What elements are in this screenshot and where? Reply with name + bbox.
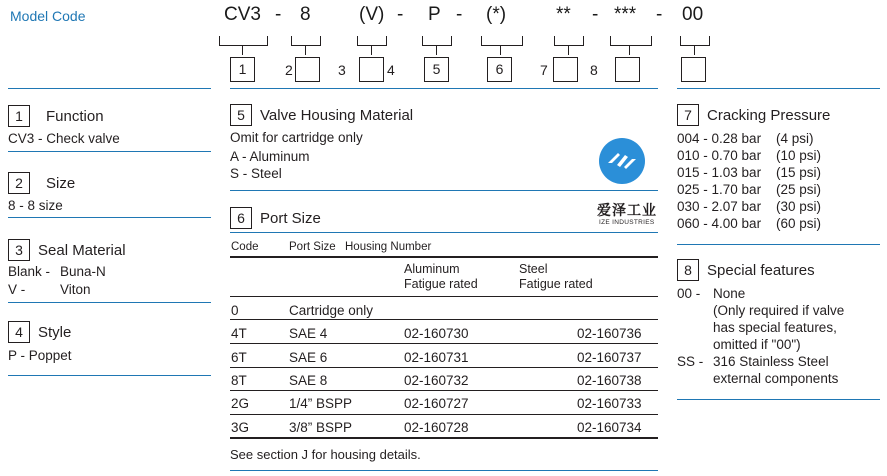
- row-steel: 02-160734: [577, 420, 642, 435]
- row-aluminum: 02-160730: [404, 326, 469, 341]
- section-number: 1: [8, 105, 30, 127]
- code-part-dash: -: [456, 4, 463, 25]
- bracket-stem: [371, 45, 372, 55]
- section-housing-material-header: [230, 104, 413, 126]
- special-code: 00 -: [677, 286, 701, 301]
- bracket-stem: [242, 45, 243, 55]
- divider: [677, 244, 880, 245]
- special-line: None: [713, 286, 746, 301]
- code-box-6: 6: [487, 57, 512, 82]
- code-box-7: [553, 57, 578, 82]
- row-code: 8T: [231, 373, 247, 388]
- cracking-bar: 030 - 2.07 bar: [677, 199, 762, 214]
- section-title: Style: [38, 324, 72, 341]
- code-part-special: 00: [682, 4, 704, 25]
- special-line: has special features,: [713, 320, 837, 335]
- section-title: Special features: [707, 262, 815, 279]
- code-part-dash: -: [592, 4, 599, 25]
- table-rule: [230, 367, 658, 368]
- section-number: 8: [677, 259, 699, 281]
- divider: [8, 217, 211, 218]
- row-port: SAE 4: [289, 326, 328, 341]
- row-aluminum: 02-160732: [404, 373, 469, 388]
- section-title: Valve Housing Material: [260, 107, 414, 124]
- row-code: 6T: [231, 350, 247, 365]
- port-footnote: See section J for housing details.: [230, 447, 421, 462]
- code-part-seal: (V): [359, 4, 385, 25]
- divider: [230, 470, 658, 471]
- seal-value: Buna-N: [60, 264, 106, 279]
- bracket: [481, 36, 523, 46]
- code-box-8: [615, 57, 640, 82]
- section-title: Size: [46, 175, 76, 192]
- col-header-housing: Housing Number: [345, 241, 432, 253]
- divider: [8, 88, 211, 89]
- bracket: [357, 36, 387, 46]
- code-part-dash: -: [397, 4, 404, 25]
- bracket: [610, 36, 652, 46]
- special-line: external components: [713, 371, 839, 386]
- row-code: 4T: [231, 326, 247, 341]
- bracket-stem: [305, 45, 306, 55]
- row-aluminum: 02-160728: [404, 420, 469, 435]
- table-bottom-rule: [230, 437, 658, 439]
- special-code: SS -: [677, 354, 704, 369]
- table-rule: [230, 414, 658, 415]
- row-port: SAE 6: [289, 350, 328, 365]
- style-item: P - Poppet: [8, 348, 72, 363]
- table-header-rule: [230, 256, 658, 258]
- row-code: 0: [231, 303, 239, 318]
- bracket-stem: [568, 45, 569, 55]
- row-steel: 02-160738: [577, 373, 642, 388]
- row-aluminum: 02-160727: [404, 396, 469, 411]
- section-function-header: [8, 105, 104, 127]
- row-aluminum: 02-160731: [404, 350, 469, 365]
- cracking-bar: 025 - 1.70 bar: [677, 182, 762, 197]
- table-rule: [230, 319, 658, 320]
- code-box-label-4: 4: [387, 62, 395, 78]
- size-item: 8 - 8 size: [8, 198, 63, 213]
- code-box-2: [295, 57, 320, 82]
- cracking-psi: (15 psi): [776, 165, 822, 180]
- ize-logo-icon: [598, 137, 646, 185]
- divider: [677, 399, 880, 400]
- code-box-special: [681, 57, 706, 82]
- logo-en-name: IZE INDUSTRIES: [599, 219, 655, 226]
- seal-code: V -: [8, 282, 26, 297]
- divider: [8, 302, 211, 303]
- divider: [230, 190, 658, 191]
- housing-material-item: S - Steel: [230, 166, 282, 181]
- row-port: 3/8” BSPP: [289, 420, 353, 435]
- code-part-size: 8: [300, 4, 311, 25]
- col-header-code: Code: [231, 241, 259, 253]
- section-number: 4: [8, 321, 30, 343]
- section-special-header: [677, 259, 815, 281]
- code-box-label-8: 8: [590, 62, 598, 78]
- special-line: (Only required if valve: [713, 303, 845, 318]
- section-number: 5: [230, 104, 252, 126]
- code-box-label-2: 2: [285, 62, 293, 78]
- divider: [230, 88, 658, 89]
- row-port: 1/4” BSPP: [289, 396, 353, 411]
- divider: [677, 88, 880, 89]
- model-code-label: Model Code: [10, 8, 86, 24]
- code-part-function: CV3: [224, 4, 261, 25]
- special-line: 316 Stainless Steel: [713, 354, 829, 369]
- section-number: 7: [677, 104, 699, 126]
- row-code: 2G: [231, 396, 250, 411]
- bracket: [554, 36, 584, 46]
- code-box-label-7: 7: [540, 62, 548, 78]
- code-box-1: 1: [230, 57, 255, 82]
- cracking-bar: 004 - 0.28 bar: [677, 131, 762, 146]
- code-box-3: [359, 57, 384, 82]
- bracket: [219, 36, 268, 46]
- housing-material-item: A - Aluminum: [230, 149, 310, 164]
- col-header-port: Port Size: [289, 241, 336, 253]
- cracking-bar: 060 - 4.00 bar: [677, 216, 762, 231]
- cracking-psi: (25 psi): [776, 182, 822, 197]
- bracket-stem: [694, 45, 695, 55]
- row-steel: 02-160733: [577, 396, 642, 411]
- cracking-psi: (60 psi): [776, 216, 822, 231]
- section-title: Cracking Pressure: [707, 107, 831, 124]
- code-part-style: P: [428, 4, 441, 25]
- seal-code: Blank -: [8, 264, 51, 279]
- bracket: [291, 36, 321, 46]
- cracking-psi: (10 psi): [776, 148, 822, 163]
- code-box-label-3: 3: [338, 62, 346, 78]
- section-style-header: [8, 321, 71, 343]
- section-cracking-header: [677, 104, 830, 126]
- bracket: [422, 36, 452, 46]
- subheader-steel: Steel: [519, 262, 548, 276]
- seal-value: Viton: [60, 282, 91, 297]
- section-title: Function: [46, 108, 104, 125]
- section-number: 6: [230, 207, 252, 229]
- section-number: 2: [8, 172, 30, 194]
- subheader-aluminum: Aluminum: [404, 262, 460, 276]
- cracking-bar: 015 - 1.03 bar: [677, 165, 762, 180]
- code-box-5: 5: [424, 57, 449, 82]
- function-item: CV3 - Check valve: [8, 131, 120, 146]
- table-rule: [230, 390, 658, 391]
- row-port: Cartridge only: [289, 303, 374, 318]
- bracket: [680, 36, 710, 46]
- code-part-cracking: ***: [614, 4, 637, 25]
- section-port-size-header: [230, 207, 321, 229]
- bracket-stem: [436, 45, 437, 55]
- subheader-aluminum-sub: Fatigue rated: [404, 277, 478, 291]
- table-rule: [230, 343, 658, 344]
- section-size-header: [8, 172, 75, 194]
- section-title: Seal Material: [38, 242, 126, 259]
- code-part-housing: (*): [486, 4, 507, 25]
- bracket-stem: [500, 45, 501, 55]
- code-part-dash: -: [275, 4, 282, 25]
- cracking-psi: (30 psi): [776, 199, 822, 214]
- section-title: Port Size: [260, 210, 321, 227]
- code-part-port: **: [556, 4, 571, 25]
- divider: [8, 375, 211, 376]
- row-port: SAE 8: [289, 373, 328, 388]
- row-steel: 02-160736: [577, 326, 642, 341]
- row-steel: 02-160737: [577, 350, 642, 365]
- divider: [8, 151, 211, 152]
- cracking-psi: (4 psi): [776, 131, 814, 146]
- cracking-bar: 010 - 0.70 bar: [677, 148, 762, 163]
- section-seal-header: [8, 239, 126, 261]
- special-line: omitted if "00"): [713, 337, 801, 352]
- code-part-dash: -: [656, 4, 663, 25]
- logo-cn-name: 爱泽工业: [597, 202, 657, 218]
- housing-material-item: Omit for cartridge only: [230, 130, 363, 145]
- row-code: 3G: [231, 420, 250, 435]
- divider: [230, 232, 658, 233]
- table-rule: [230, 296, 658, 297]
- section-number: 3: [8, 239, 30, 261]
- bracket-stem: [629, 45, 630, 55]
- subheader-steel-sub: Fatigue rated: [519, 277, 593, 291]
